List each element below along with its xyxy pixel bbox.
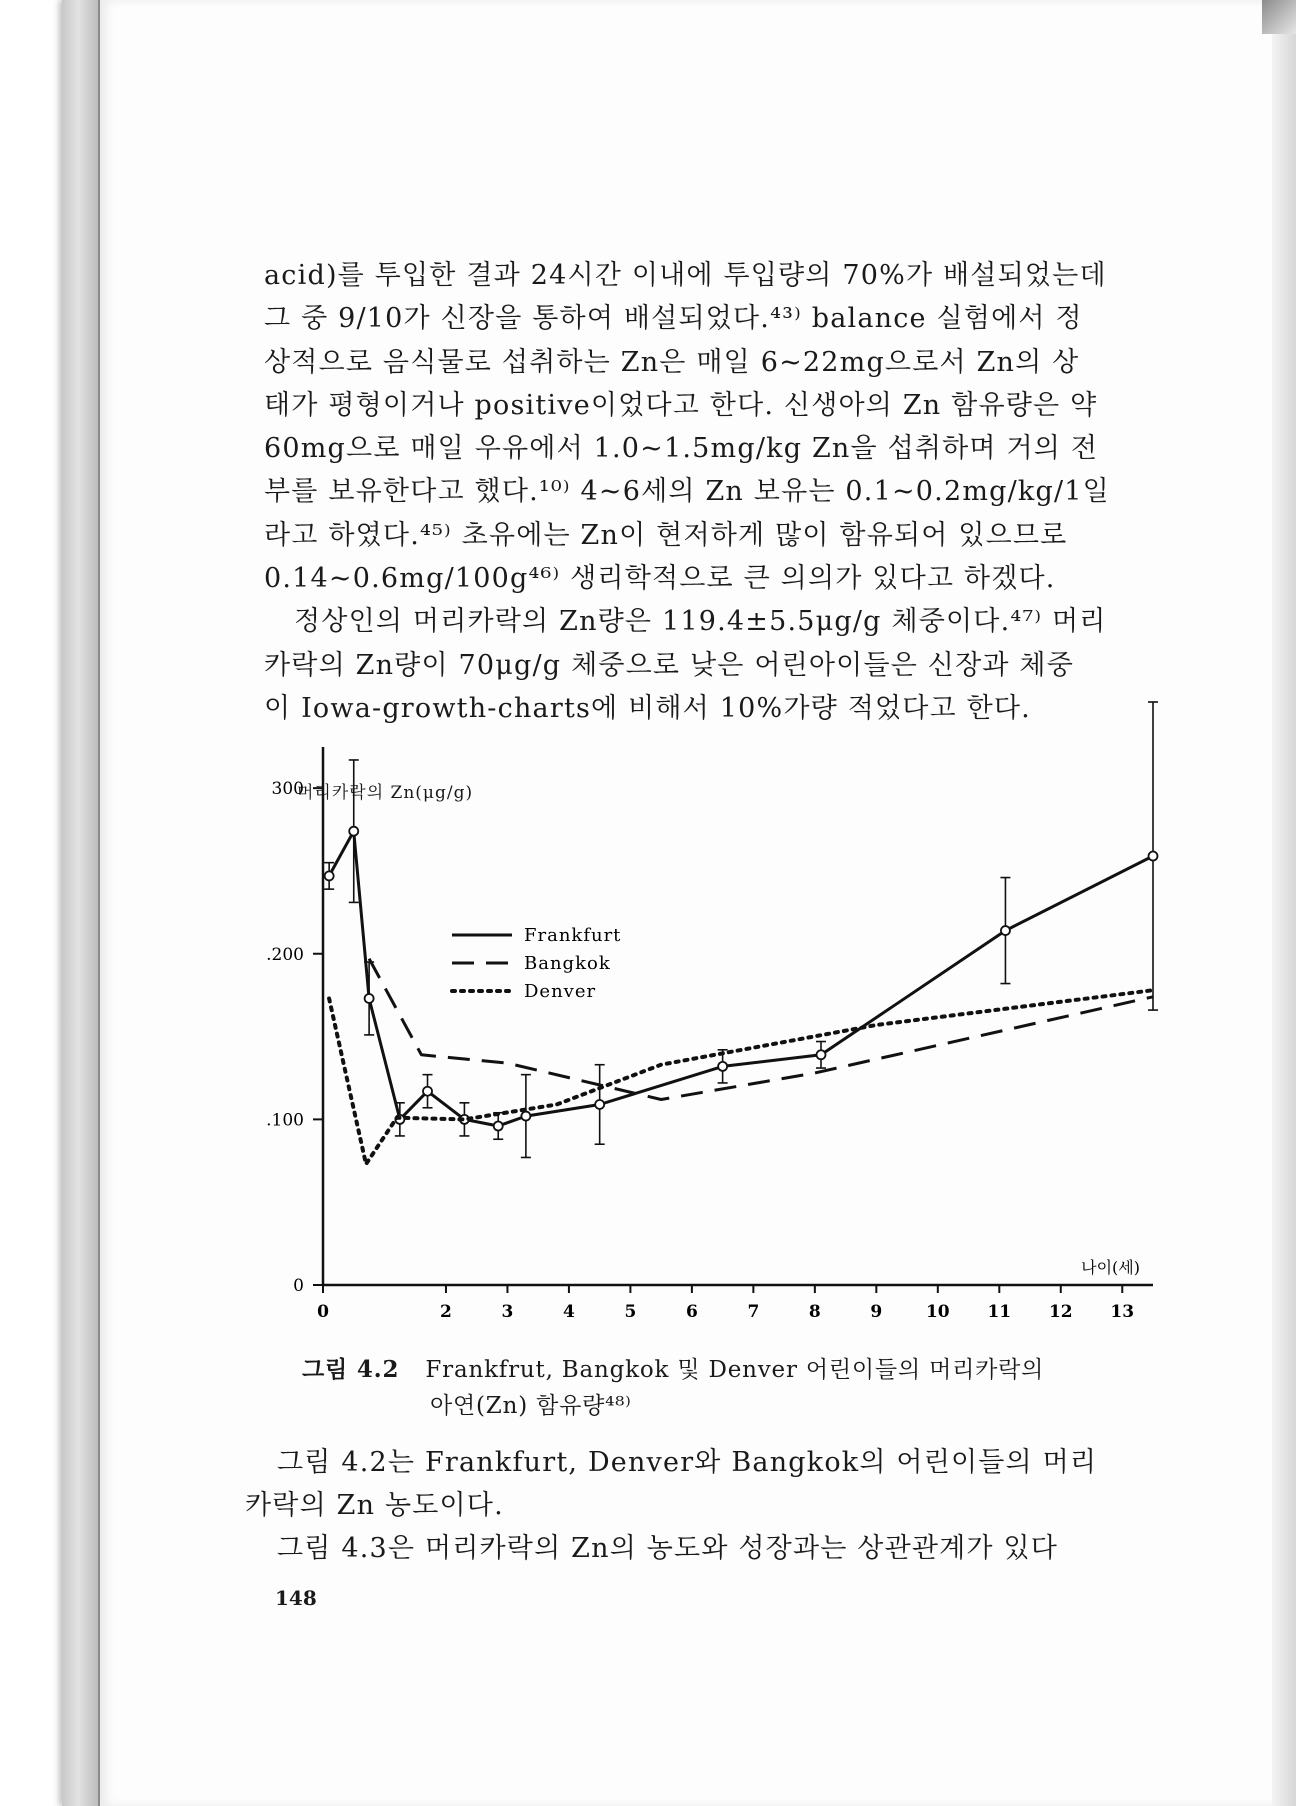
text-line: acid)를 투입한 결과 24시간 이내에 투입량의 70%가 배설되었는데 [264,260,1107,291]
data-point [817,1050,826,1059]
text-line: 태가 평형이거나 positive이었다고 한다. 신생아의 Zn 함유량은 약 [264,389,1098,421]
x-tick-label: 11 [987,1302,1012,1322]
data-point [1149,852,1158,861]
legend-label: Denver [524,981,597,1002]
text-line: 그 중 9/10가 신장을 통하여 배설되었다.⁴³⁾ balance 실험에서 정 [264,303,1083,335]
chart-legend [452,925,621,1002]
series-bangkok [369,959,1153,1100]
x-tick-label: 4 [563,1302,575,1322]
text-line: 상적으로 음식물로 섭취하는 Zn은 매일 6~22mg으로서 Zn의 상 [264,346,1080,378]
page-number: 148 [275,1586,317,1610]
series-frankfurt [324,702,1158,1157]
y-tick-label: .200 [266,944,304,965]
text-line: 이 Iowa-growth-charts에 비해서 10%가량 적었다고 한다. [264,692,1031,724]
chart-ticks [266,779,1134,1322]
x-tick-label: 9 [870,1302,883,1322]
chart-series [324,702,1158,1164]
caption-line-1: Frankfrut, Bangkok 및 Denver 어린이들의 머리카락의 [425,1357,1045,1383]
data-point [365,994,374,1003]
y-tick-label: 300 [271,779,304,800]
x-tick-label: 3 [501,1302,514,1322]
y-axis-title: 머리카락의 Zn(μg/g) [297,783,474,803]
text-line: 부를 보유한다고 했다.¹⁰⁾ 4~6세의 Zn 보유는 0.1~0.2mg/kg/1일 [264,476,1110,508]
y-tick-label: .100 [266,1110,304,1131]
x-tick-label: 5 [624,1302,637,1322]
x-tick-label: 6 [685,1302,698,1322]
x-tick-label: 7 [747,1302,760,1322]
text-line: 그림 4.2는 Frankfurt, Denver와 Bangkok의 어린이들의 머리 [277,1447,1098,1478]
caption-line-2: 아연(Zn) 함유량⁴⁸⁾ [430,1393,632,1419]
legend-label: Frankfurt [524,925,622,946]
legend-label: Bangkok [524,953,611,974]
x-tick-label: 8 [808,1302,821,1322]
body-paragraph-2 [245,1441,1155,1570]
text-line: 카락의 Zn량이 70μg/g 체중으로 낮은 어린아이들은 신장과 체중 [264,649,1074,681]
data-point [718,1062,727,1071]
data-point [595,1100,604,1109]
text-line: 그림 4.3은 머리카락의 Zn의 농도와 성장과는 상관관계가 있다 [277,1533,1059,1564]
y-tick-label: 0 [293,1276,304,1296]
series-line-frankfurt [329,831,1153,1126]
data-point [1001,926,1010,935]
x-tick-label: 0 [317,1302,329,1322]
data-point [494,1122,503,1131]
caption-number: 그림 4.2 [302,1356,400,1383]
x-tick-label: 13 [1110,1302,1135,1322]
x-axis-label: 나이(세) [1081,1258,1140,1277]
data-point [521,1112,530,1121]
data-point [349,827,358,836]
x-tick-label: 12 [1048,1302,1073,1322]
data-point [325,871,334,880]
x-tick-label: 2 [440,1302,452,1322]
text-line: 라고 하였다.⁴⁵⁾ 초유에는 Zn이 현저하게 많이 함유되어 있으므로 [264,519,1068,551]
figure-caption [302,1352,1162,1424]
text-line: 60mg으로 매일 우유에서 1.0~1.5mg/kg Zn을 섭취하며 거의 전 [264,433,1099,465]
chart-axes [323,747,1153,1285]
text-line: 0.14~0.6mg/100g⁴⁶⁾ 생리학적으로 큰 의의가 있다고 하겠다. [264,563,1056,595]
text-line: 정상인의 머리카락의 Zn량은 119.4±5.5μg/g 체중이다.⁴⁷⁾ 머리 [294,606,1107,638]
series-line-bangkok [369,959,1153,1100]
data-point [423,1087,432,1096]
x-tick-label: 10 [925,1302,950,1322]
text-line: 카락의 Zn 농도이다. [245,1490,504,1521]
series-denver [329,990,1153,1164]
series-line-denver [329,990,1153,1164]
